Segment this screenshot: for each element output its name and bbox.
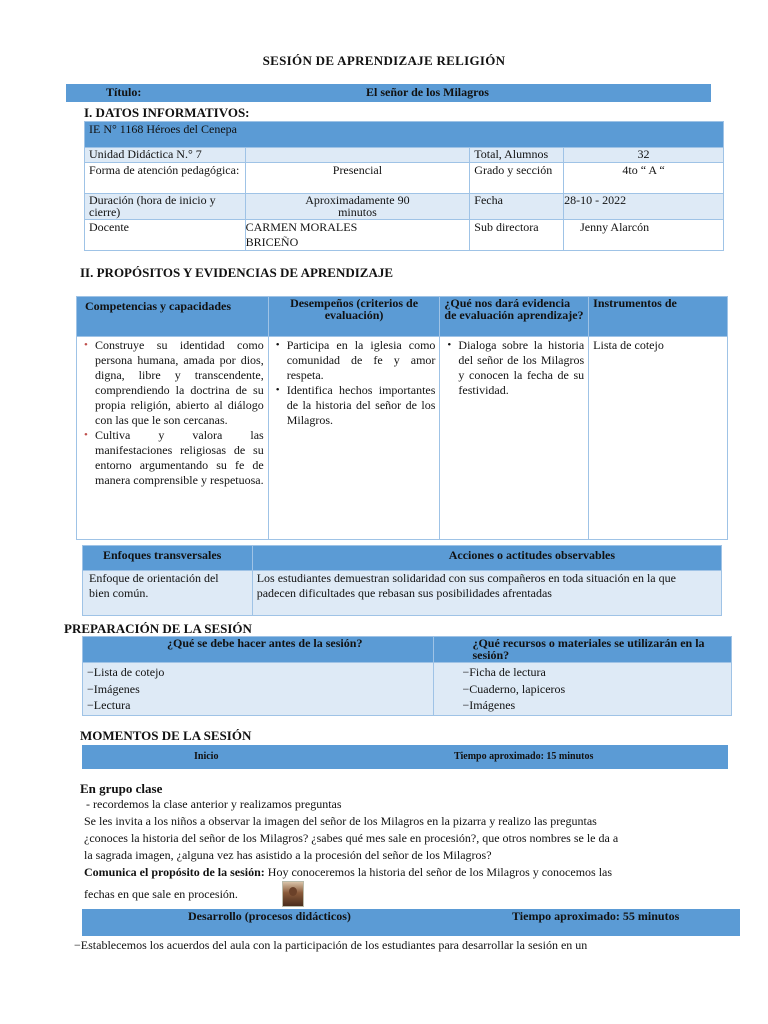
enfoques-header [83,546,722,571]
fecha-value: 28-10 - 2022 [564,194,724,220]
forma-value: Presencial [245,163,470,194]
antes-text: Lista de cotejo [93,665,165,679]
antes-item: −Imágenes [87,681,140,696]
forma-label: Forma de atención pedagógica: [85,163,246,194]
antes-text: Imágenes [93,681,140,696]
header-instrumentos: Instrumentos de [589,297,728,337]
recurso-item: −Cuaderno, lapiceros [462,681,566,696]
section-momentos-heading: MOMENTOS DE LA SESIÓN [80,728,252,743]
senor-milagros-image [282,881,304,907]
section-datos-heading: I. DATOS INFORMATIVOS: [84,105,250,120]
section-preparacion-heading: PREPARACIÓN DE LA SESIÓN [64,621,252,636]
subdirectora-value: Jenny Alarcón [564,220,724,251]
antes-item: −Lista de cotejo [87,665,165,679]
competencias-list [81,338,264,488]
inicio-label: Inicio [194,751,219,762]
inicio-line: - recordemos la clase anterior y realizamos preguntas [86,797,342,811]
recurso-text: Ficha de lectura [469,665,546,679]
comunica-line [84,864,724,881]
antes-item: −Lectura [87,698,131,712]
section-propositos-heading: II. PROPÓSITOS Y EVIDENCIAS DE APRENDIZAJE [80,265,394,280]
inicio-line: la sagrada imagen, ¿alguna vez has asistido a la procesión del señor de los Milagros? [84,848,492,862]
antes-text: Lectura [93,698,131,712]
propositos-header [77,297,728,337]
desempenos-list [273,338,436,428]
header-recursos: ¿Qué recursos o materiales se utilizarán en la sesión? [434,637,732,663]
inicio-text [84,796,724,881]
header-evidencia: ¿Qué nos dará evidencia de evaluación aprendizaje? [440,297,589,337]
header-desempenos: Desempeños (criterios de evaluación) [268,297,440,337]
desarrollo-label: Desarrollo (procesos didácticos) [188,909,351,923]
fecha-label: Fecha [470,194,564,220]
comunica-text: Hoy conoceremos la historia del señor de los Milagros y conocemos las [267,865,613,879]
recurso-item: −Imágenes [462,698,516,712]
header-acciones: Acciones o actitudes observables [252,546,721,571]
acciones-value: Los estudiantes demuestran solidaridad con sus compañeros en toda situación en la que padecen dificultades que rebasan sus posibilidades afrentadas [252,571,721,616]
datos-table [84,121,724,251]
desarrollo-bar [82,909,740,936]
header-enfoques: Enfoques transversales [83,546,253,571]
datos-row-unidad [85,148,724,163]
grado-value: 4to “ A “ [564,163,724,194]
document-title: SESIÓN DE APRENDIZAJE RELIGIÓN [262,53,506,68]
propositos-row [77,337,728,540]
competencia-item: • Cultiva y valora las manifestaciones religiosas de su entorno argumentando su fe de manera comprensible y respetuosa. [95,428,264,488]
inicio-line: ¿conoces la historia del señor de los Milagros? ¿sabes qué mes sale en procesión?, que otros nombres se le da a [84,831,619,845]
desarrollo-text: Establecemos los acuerdos del aula con la participación de los estudiantes para desarrollar la sesión en un [80,938,588,952]
instrumento-value: Lista de cotejo [589,337,728,540]
docente-value: CARMEN MORALES BRICEÑO [245,220,470,251]
preparacion-header [83,637,732,663]
datos-row-ie [85,122,724,148]
total-label: Total, Alumnos [470,148,564,163]
desarrollo-line: −Establecemos los acuerdos del aula con la participación de los estudiantes para desarrollar la sesión en un [74,938,588,952]
grupo-clase: En grupo clase [80,781,163,796]
datos-row-duracion [85,194,724,220]
duracion-label: Duración (hora de inicio y cierre) [85,194,246,220]
desempeno-item: • Participa en la iglesia como comunidad de fe y amor respeta. [287,338,436,383]
title-value: El señor de los Milagros [366,85,489,99]
recurso-text: Cuaderno, lapiceros [469,681,566,696]
enfoques-table [82,545,722,616]
docente-label: Docente [85,220,246,251]
subdirectora-label: Sub directora [470,220,564,251]
duracion-value: Aproximadamente 90 minutos [245,194,470,220]
enfoques-row [83,571,722,616]
comunica-line-2: fechas en que sale en procesión. [84,887,238,901]
desempeno-item: • Identifica hechos importantes de la historia del señor de los Milagros. [287,383,436,428]
comunica-label: Comunica el propósito de la sesión: [84,865,265,879]
total-value: 32 [564,148,724,163]
recurso-text: Imágenes [469,698,516,712]
header-competencias: Competencias y capacidades [77,297,269,337]
inicio-bar [82,745,728,769]
grado-label: Grado y sección [470,163,564,194]
enfoque-value: Enfoque de orientación del bien común. [83,571,253,616]
title-label: Título: [106,85,142,99]
header-antes: ¿Qué se debe hacer antes de la sesión? [83,637,434,663]
desarrollo-tiempo: Tiempo aproximado: 55 minutos [512,909,680,923]
propositos-table [76,296,728,540]
competencia-item: • Construye su identidad como persona humana, amada por dios, digna, libre y transcendente, comprendiendo la doctrina de su propia religión, abierto al diálogo con las que le son cercanas. [95,338,264,428]
datos-row-forma [85,163,724,194]
ie-name: IE N° 1168 Héroes del Cenepa [89,122,237,136]
evidencias-list [444,338,584,398]
evidencia-item: • Dialoga sobre la historia del señor de los Milagros y conocen la fecha de su festividad. [458,338,584,398]
preparacion-table [82,636,732,716]
title-bar [66,84,711,102]
recurso-item: −Ficha de lectura [462,665,546,679]
unidad-label: Unidad Didáctica N.° 7 [85,148,246,163]
inicio-line: Se les invita a los niños a observar la imagen del señor de los Milagros en la pizarra y realizo las preguntas [84,814,597,828]
preparacion-row [83,663,732,716]
datos-row-docente [85,220,724,251]
inicio-tiempo: Tiempo aproximado: 15 minutos [454,751,594,762]
